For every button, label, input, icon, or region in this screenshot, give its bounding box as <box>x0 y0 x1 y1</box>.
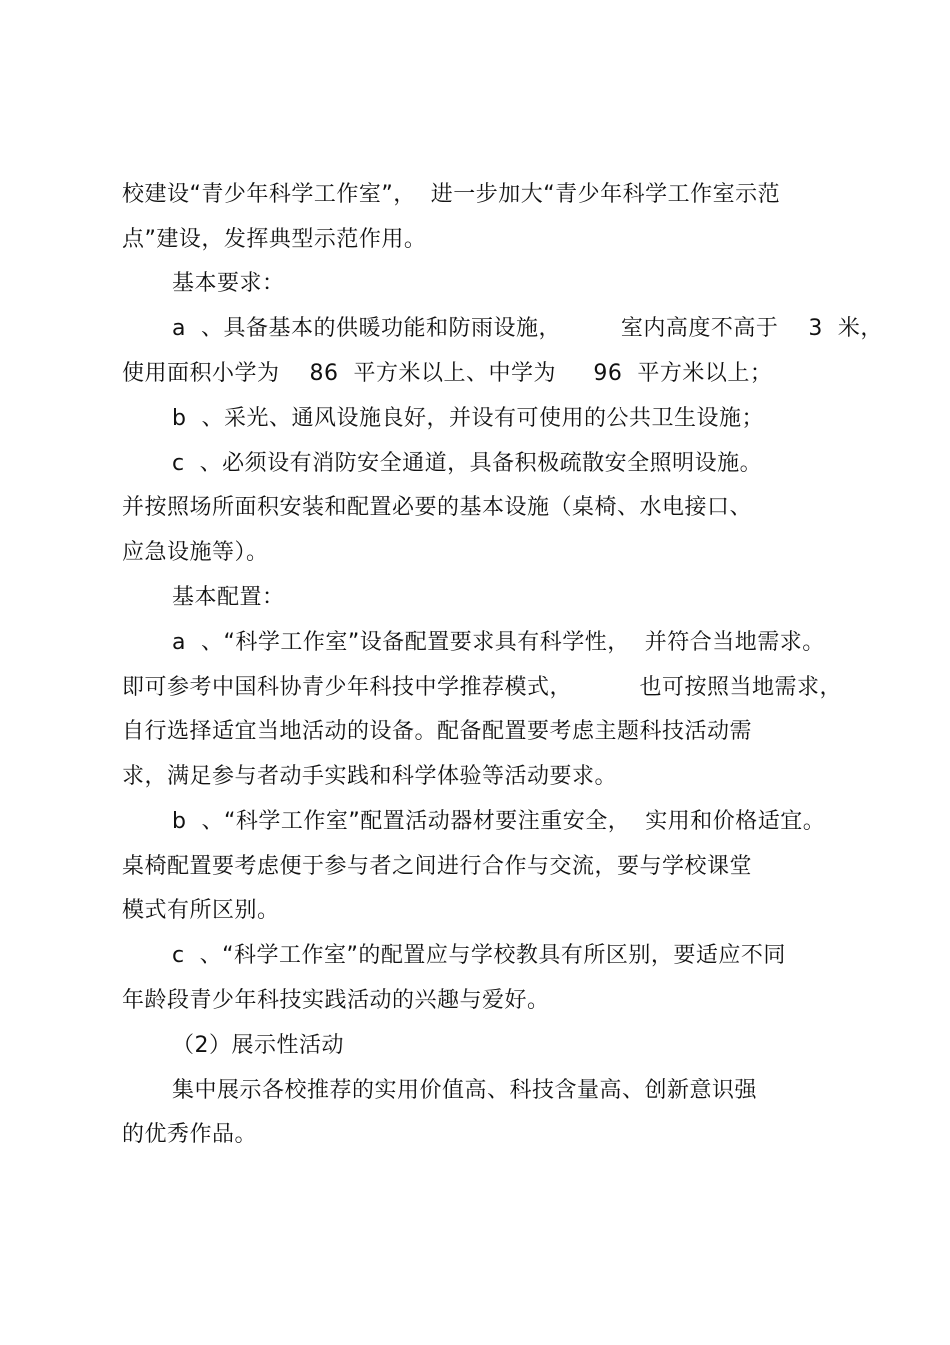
paragraph-line: a 、“科学工作室”设备配置要求具有科学性， 并符合当地需求。 <box>172 630 825 655</box>
paragraph-line: c 、“科学工作室”的配置应与学校教具有所区别，要适应不同 <box>172 943 786 968</box>
paragraph-line: 自行选择适宜当地活动的设备。配备配置要考虑主题科技活动需 <box>122 719 753 744</box>
paragraph-line: 模式有所区别。 <box>122 898 280 923</box>
paragraph-line: b 、“科学工作室”配置活动器材要注重安全， 实用和价格适宜。 <box>172 809 826 834</box>
paragraph-line: 并按照场所面积安装和配置必要的基本设施（桌椅、水电接口、 <box>122 495 753 520</box>
paragraph-line: a 、具备基本的供暖功能和防雨设施， 室内高度不高于 3 米， <box>172 316 883 341</box>
paragraph-line: 的优秀作品。 <box>122 1122 258 1147</box>
paragraph-line: 即可参考中国科协青少年科技中学推荐模式， 也可按照当地需求， <box>122 675 842 700</box>
paragraph-line: 桌椅配置要考虑便于参与者之间进行合作与交流，要与学校课堂 <box>122 854 753 879</box>
paragraph-line: 年龄段青少年科技实践活动的兴趣与爱好。 <box>122 988 550 1013</box>
section-heading: 基本配置： <box>172 585 285 610</box>
paragraph-line: b 、采光、通风设施良好，并设有可使用的公共卫生设施； <box>172 406 764 431</box>
paragraph-line: c 、必须设有消防安全通道，具备积极疏散安全照明设施。 <box>172 451 763 476</box>
paragraph-line: 校建设“青少年科学工作室”， 进一步加大“青少年科学工作室示范 <box>122 182 781 207</box>
paragraph-line: 集中展示各校推荐的实用价值高、科技含量高、创新意识强 <box>172 1078 758 1103</box>
section-heading: 基本要求： <box>172 271 285 296</box>
section-heading: （2）展示性活动 <box>172 1033 344 1058</box>
paragraph-line: 使用面积小学为 86 平方米以上、中学为 96 平方米以上； <box>122 361 773 386</box>
paragraph-line: 应急设施等）。 <box>122 540 269 565</box>
paragraph-line: 求，满足参与者动手实践和科学体验等活动要求。 <box>122 764 618 789</box>
paragraph-line: 点”建设，发挥典型示范作用。 <box>122 227 427 252</box>
